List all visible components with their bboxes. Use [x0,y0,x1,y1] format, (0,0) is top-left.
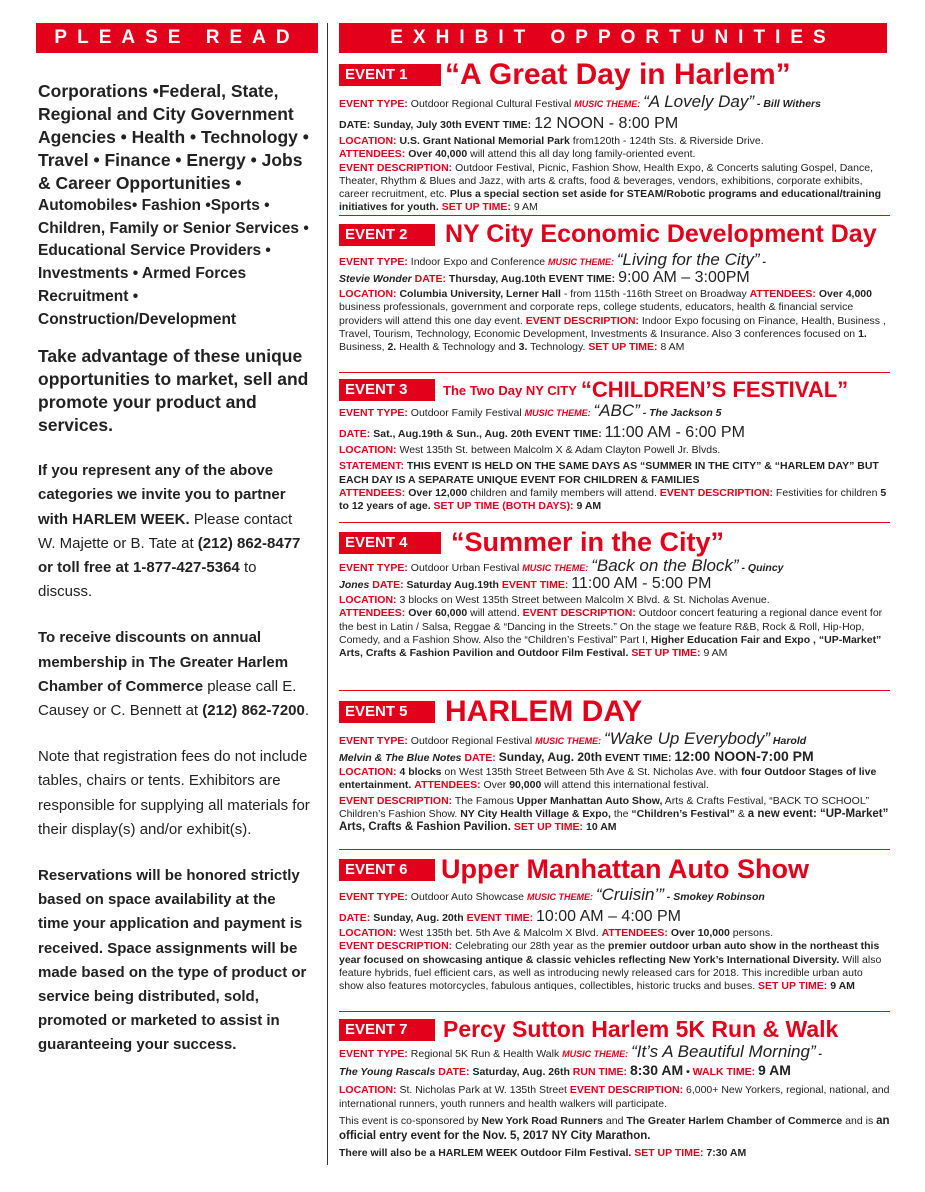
event-4 [339,529,890,691]
attendees-prefix: Over [483,779,507,792]
description-label: EVENT DESCRIPTION: [522,607,636,620]
event-time-label: EVENT TIME: [464,119,532,132]
cosponsor-intro: This event is co-sponsored by [339,1115,479,1128]
description-age-range: 5 to 12 years of age. [339,486,887,513]
event-6-heading [339,856,890,883]
event-3 [339,379,890,523]
description-health-village: NY City Health Village & Expo, [460,807,611,820]
location-label: LOCATION: [339,288,397,301]
music-theme-artist-last: Melvin & The Blue Notes [339,752,462,765]
description-highlight: premier outdoor urban auto show in the northeast this year focused on showcasing antique & classic vehicles reflecting New York’s International Diversity. [339,940,880,966]
music-theme-artist: - Bill Withers [756,98,821,110]
description-value: Outdoor concert featuring a regional dance event for the best in Latin / Salsa, Reggae & “Dancing in the Streets.” On the stage we feature R&B, Rock & Roll, Hip-Hop, Comedy, and a Fashion Show. Also the “Children’s Festival” Part I, [339,607,883,646]
attendees-label: ATTENDEES: [339,148,406,161]
time-separator-bullet: • [686,1066,690,1079]
music-theme-dash: - [762,256,766,268]
attendees-value: will attend this all day long family-oriented event. [470,148,696,161]
registration-note: Note that registration fees do not include tables, chairs or tents. Exhibitors are responsible for supplying all materials for their display(s) and/or exhibit(s). [38,748,310,838]
set-up-time-label: SET UP TIME: [513,821,584,834]
location-label: LOCATION: [339,927,397,940]
exhibit-opportunities-header: EXHIBIT OPPORTUNITIES [339,23,887,53]
event-7-heading [339,1018,890,1041]
set-up-time-label: SET UP TIME: [631,647,701,660]
conference-2-number: 2. [387,341,397,354]
event-type-value: Outdoor Regional Festival [410,735,533,747]
description-label: EVENT DESCRIPTION: [569,1084,684,1097]
event-1-tag: EVENT 1 [339,64,441,86]
description-value: Outdoor Festival, Picnic, Fashion Show, Health Expo, & Concerts saluting Gospel, Dance, Theater, Rhythm & Blues and Jazz, with arts & crafts, food & beverages, vendors, exhibitions, corporate exhibits, career recruitment, etc. [339,161,873,201]
event-4-heading [339,529,890,556]
run-time-label: RUN TIME: [572,1066,628,1079]
event-time-value: 10:00 AM – 4:00 PM [536,908,682,926]
event-4-tag: EVENT 4 [339,532,441,554]
description-label: EVENT DESCRIPTION: [659,486,773,499]
event-time-value: 9:00 AM – 3:00PM [618,269,750,287]
attendees-value: will attend. [470,607,520,620]
statement-value: THIS EVENT IS HELD ON THE SAME DAYS AS “SUMMER IN THE CITY” & “HARLEM DAY” BUT EACH DAY IS A SEPARATE UNIQUE EVENT FOR CHILDREN & FAMILIES [339,460,879,486]
location-venue: U.S. Grant National Memorial Park [399,135,570,148]
set-up-time-value: 8 AM [660,341,685,354]
membership-period: . [304,702,310,720]
attendees-label: ATTENDEES: [339,607,406,620]
description-more: Will also feature hybrids, fuel efficient cars, as well as introducing newly released cars for 2018. This incredible urban auto show also features motorcycles, fabulous antiques, collectibles, historic trucks and buses. [339,953,882,993]
event-time-label: EVENT TIME: [501,579,569,592]
event-time-value: 11:00 AM - 6:00 PM [604,424,745,442]
set-up-time-label: SET UP TIME: [441,201,511,214]
event-type-value: Regional 5K Run & Health Walk [410,1048,560,1060]
membership-intro: To receive discounts on annual membership in The Greater Harlem Chamber of Commerce [38,629,289,695]
event-6 [339,856,890,1012]
date-label: DATE: [339,912,371,925]
event-time-label: EVENT TIME: [535,428,602,441]
location-stages: four Outdoor Stages of live entertainment. [339,766,877,792]
event-type-label: EVENT TYPE: [339,891,408,903]
date-value: Sunday, Aug. 20th [373,912,464,925]
event-time-value: 12 NOON - 8:00 PM [534,115,679,133]
attendees-count: Over 40,000 [408,148,468,161]
set-up-time-label: SET UP TIME: [588,341,658,354]
date-label: DATE: [414,273,446,286]
cosponsor-chamber: The Greater Harlem Chamber of Commerce [626,1115,843,1128]
description-auto-show: Upper Manhattan Auto Show, [516,794,663,807]
event-1-heading [339,60,890,90]
set-up-time-label: SET UP TIME: [758,980,828,993]
attendees-count: Over 10,000 [670,927,730,940]
event-type-label: EVENT TYPE: [339,407,408,419]
event-6-title: Upper Manhattan Auto Show [441,854,809,884]
statement-label: STATEMENT: [339,460,404,473]
description-value: 6,000+ New Yorkers, regional, national, and international runners, youth runners and health walkers will participate. [339,1084,890,1111]
event-time-label: EVENT TIME: [548,273,616,286]
music-theme-label: MUSIC THEME: [524,408,591,418]
event-5-title: HARLEM DAY [445,695,643,728]
conference-1-topic: Business, [339,341,385,354]
partner-phone: (212) 862-8477 or toll free at 1-877-427-5364 [38,534,301,577]
attendees-value: persons. [732,927,774,940]
set-up-time-value: 9 AM [830,980,855,993]
attendees-label: ATTENDEES: [414,779,481,792]
attendees-value: business professionals, government and corporate reps, college students, educators, health & financial service providers will attend this one day event. [339,301,854,327]
location-venue: Columbia University, Lerner Hall [399,288,561,301]
left-column [38,80,310,1058]
categories-primary: Corporations •Federal, State, Regional and City Government Agencies • Health • Technology • Travel • Finance • Energy • Jobs & Career Opportunities • [38,81,309,193]
walk-time-label: WALK TIME: [692,1066,756,1079]
event-type-value: Outdoor Urban Festival [410,562,520,574]
partner-contact: Please contact W. Majette or B. Tate at [38,510,293,552]
event-3-tag: EVENT 3 [339,379,435,401]
marathon-entry: an official entry event for the Nov. 5, 2017 NY City Marathon. [339,1115,890,1143]
event-2-tag: EVENT 2 [339,224,435,246]
set-up-time-value: 10 AM [585,821,617,834]
event-4-title: “Summer in the City” [451,527,725,557]
take-advantage-text: Take advantage of these unique opportunities to market, sell and promote your product and services. [38,346,309,436]
event-type-value: Outdoor Regional Cultural Festival [410,98,572,110]
location-value: on West 135th Street Between 5th Ave & St. Nicholas Ave. with [444,766,739,779]
music-theme-artist: - The Jackson 5 [642,407,722,419]
music-theme-label: MUSIC THEME: [522,563,589,573]
description-highlight: Higher Education Fair and Expo , “UP-Market” Arts, Crafts & Fashion Pavilion and Outdoor Film Festival. [339,633,882,660]
date-label: DATE: [464,752,496,765]
location-value: from120th - 124th Sts. & Riverside Drive. [572,135,764,148]
music-theme-song: “Wake Up Everybody” [604,732,770,748]
event-type-label: EVENT TYPE: [339,98,408,110]
event-7-title: Percy Sutton Harlem 5K Run & Walk [443,1016,839,1042]
location-value: West 135th bet. 5th Ave & Malcolm X Blvd. [399,927,599,940]
location-blocks: 4 blocks [399,766,442,779]
date-value: Thursday, Aug.10th [448,273,546,286]
music-theme-artist: - Smokey Robinson [666,891,765,903]
membership-contact: please call E. Causey or C. Bennett at [38,677,297,720]
description-label: EVENT DESCRIPTION: [339,161,453,174]
set-up-time-label: SET UP TIME (BOTH DAYS): [433,500,574,513]
music-theme-artist: Stevie Wonder [339,273,412,286]
event-7 [339,1018,890,1166]
conference-2-topic: Health & Technology and [399,341,516,354]
music-theme-song: “Cruisin’” [595,888,664,904]
event-time-value: 12:00 NOON-7:00 PM [674,748,814,765]
event-5 [339,697,890,850]
event-type-value: Indoor Expo and Conference [410,256,546,268]
date-value: Sat., Aug.19th & Sun., Aug. 20th [373,428,533,441]
partner-discuss: to discuss. [38,559,257,601]
date-value: Sunday, Aug. 20th [498,750,603,765]
description-value: Indoor Expo focusing on Finance, Health, Business , Travel, Tourism, Technology, Economic Development, Investments & Insurance. Also 3 conferences focused on [339,314,886,340]
event-3-title: “CHILDREN’S FESTIVAL” [580,377,849,402]
location-value: - from 115th -116th Street on Broadway [563,288,747,301]
date-value: Saturday Aug.19th [406,579,499,592]
cosponsor-nyrr: New York Road Runners [481,1115,603,1128]
location-value: St. Nicholas Park at W. 135th Street [399,1084,567,1097]
event-7-tag: EVENT 7 [339,1019,435,1041]
event-type-value: Outdoor Family Festival [410,407,522,419]
music-theme-label: MUSIC THEME: [526,892,593,902]
description-new-event: a new event: “UP-Market” Arts, Crafts & Fashion Pavilion. [339,807,889,834]
attendees-count: 90,000 [509,779,542,792]
membership-phone: (212) 862-7200 [202,702,305,720]
music-theme-artist-last: Jones [339,579,370,592]
partner-invite: If you represent any of the above categories we invite you to partner with HARLEM WEEK. [38,462,286,528]
attendees-value: children and family members will attend. [470,486,657,499]
column-divider [327,23,328,1165]
location-label: LOCATION: [339,594,397,607]
cosponsor-and: and [605,1115,624,1128]
date-value: Saturday, Aug. 26th [472,1066,570,1079]
description-childrens-festival: “Children’s Festival” [631,807,735,820]
location-value: West 135th St. between Malcolm X & Adam Clayton Powell Jr. Blvds. [399,444,721,457]
event-1-title: “A Great Day in Harlem” [445,58,791,91]
music-theme-artist: The Young Rascals [339,1066,436,1079]
music-theme-dash: - [818,1048,823,1060]
event-time-label: EVENT TIME: [466,912,534,925]
description-the: the [613,807,629,820]
reservations-note: Reservations will be honored strictly based on space availability at the time your application and payment is received. Space assignments will be made based on the type of product or service being distributed, sold, promoted or marketed to assist in guaranteeing your success. [38,867,307,1054]
description-label: EVENT DESCRIPTION: [339,794,453,807]
event-3-title-pre: The Two Day NY CITY [443,382,577,398]
event-time-label: EVENT TIME: [604,752,672,765]
film-festival-note: There will also be a HARLEM WEEK Outdoor Film Festival. [339,1147,632,1160]
date-label: DATE: [438,1066,470,1079]
music-theme-song: “Back on the Block” [591,559,739,575]
cosponsor-and-is: and is [845,1115,874,1128]
music-theme-song: “ABC” [593,404,640,420]
event-6-tag: EVENT 6 [339,859,435,881]
date-label: DATE: [339,428,371,441]
location-value: 3 blocks on West 135th Street between Malcolm X Blvd. & St. Nicholas Avenue. [399,594,770,607]
music-theme-song: “Living for the City” [616,253,760,269]
description-label: EVENT DESCRIPTION: [339,940,453,953]
membership-paragraph [38,626,310,723]
music-theme-label: MUSIC THEME: [535,736,602,746]
event-5-tag: EVENT 5 [339,701,435,723]
music-theme-artist-first: Harold [772,735,807,747]
description-value: The Famous [454,794,514,807]
event-type-label: EVENT TYPE: [339,1048,408,1060]
event-2-heading [339,222,890,247]
event-2-title: NY City Economic Development Day [445,220,877,248]
set-up-time-value: 9 AM [513,201,538,214]
event-type-label: EVENT TYPE: [339,562,408,574]
conference-1-number: 1. [858,327,867,340]
walk-time-value: 9 AM [758,1062,791,1079]
attendees-count: Over 60,000 [408,607,468,620]
music-theme-song: “It’s A Beautiful Morning” [631,1045,816,1061]
event-2 [339,222,890,373]
attendees-label: ATTENDEES: [339,486,406,499]
conference-3-number: 3. [518,341,528,354]
set-up-time-value: 9 AM [703,647,728,660]
event-type-label: EVENT TYPE: [339,735,408,747]
event-type-value: Outdoor Auto Showcase [410,891,525,903]
description-ampersand: & [737,807,745,820]
event-3-heading [339,379,890,401]
set-up-time-value: 9 AM [576,500,602,513]
set-up-time-label: SET UP TIME: [634,1147,704,1160]
music-theme-artist-first: - Quincy [741,562,784,574]
attendees-label: ATTENDEES: [601,927,668,940]
location-label: LOCATION: [339,135,397,148]
event-time-value: 11:00 AM - 5:00 PM [571,575,712,593]
location-label: LOCATION: [339,766,397,779]
date-label: DATE: [339,119,371,132]
location-label: LOCATION: [339,444,397,457]
description-value: Celebrating our 28th year as the [455,940,606,953]
categories-secondary: Automobiles• Fashion •Sports • Children, Family or Senior Services • Educational Service Providers • Investments • Armed Forces Recruitment • Construction/Development [38,197,309,328]
date-value: Sunday, July 30th [373,119,462,132]
music-theme-label: MUSIC THEME: [547,257,614,267]
description-value: Festivities for children [775,486,878,499]
date-label: DATE: [372,579,404,592]
events-column [339,60,890,1166]
event-1 [339,60,890,216]
attendees-count: Over 12,000 [408,486,468,499]
attendees-label: ATTENDEES: [749,288,816,301]
music-theme-label: MUSIC THEME: [574,99,641,109]
event-type-label: EVENT TYPE: [339,256,408,268]
attendees-value: will attend this international festival. [544,779,709,792]
please-read-header: PLEASE READ [36,23,318,53]
music-theme-song: “A Lovely Day” [643,95,754,111]
conference-3-topic: Technology. [530,341,586,354]
location-label: LOCATION: [339,1084,397,1097]
event-5-heading [339,697,890,727]
set-up-time-value: 7:30 AM [706,1147,747,1160]
attendees-count: Over 4,000 [818,288,872,301]
description-label: EVENT DESCRIPTION: [525,314,639,327]
description-highlight: Plus a special section set aside for STEAM/Robotic programs and educational/training initiatives for youth. [339,188,882,214]
run-time-value: 8:30 AM [629,1062,684,1079]
partner-paragraph [38,459,310,604]
music-theme-label: MUSIC THEME: [562,1049,629,1059]
description-festival: Arts & Crafts Festival, “BACK TO SCHOOL” Children’s Fashion Show. [339,794,870,820]
